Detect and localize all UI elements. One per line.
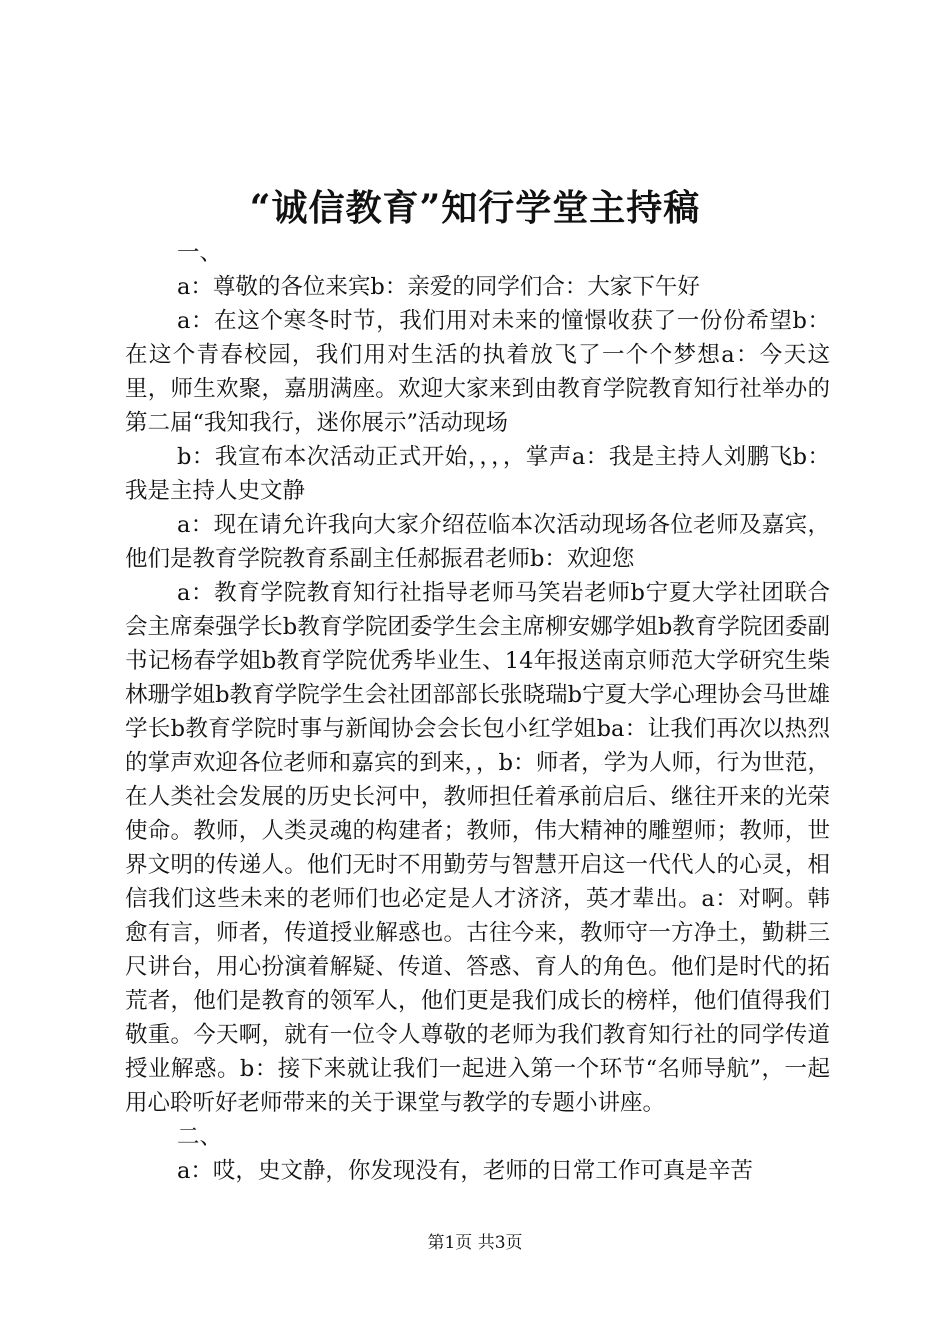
document-body xyxy=(125,236,830,1188)
paragraph-opening: a：在这个寒冬时节，我们用对未来的憧憬收获了一份份希望b：在这个青春校园，我们用对生活的执着放飞了一个个梦想a：今天这里，师生欢聚，嘉朋满座。欢迎大家来到由教育学院教育知行社举办的第二届“我知我行，迷你展示”活动现场 xyxy=(125,308,830,436)
paragraph-introduction: a：现在请允许我向大家介绍莅临本次活动现场各位老师及嘉宾，他们是教育学院教育系副主任郝振君老师b：欢迎您 xyxy=(125,512,830,572)
section-heading-1: 一、 xyxy=(177,240,223,266)
paragraph-section-two: a：哎，史文静，你发现没有，老师的日常工作可真是辛苦 xyxy=(177,1158,753,1184)
paragraph-greeting: a：尊敬的各位来宾b：亲爱的同学们合：大家下午好 xyxy=(177,274,700,300)
section-heading-2: 二、 xyxy=(177,1124,223,1150)
document-title: “诚信教育”知行学堂主持稿 xyxy=(249,187,701,229)
paragraph-start: b：我宣布本次活动正式开始，，，，掌声a：我是主持人刘鹏飞b：我是主持人史文静 xyxy=(125,444,830,504)
paragraph-guests: a：教育学院教育知行社指导老师马笑岩老师b宁夏大学社团联合会主席秦强学长b教育学院团委学生会主席柳安娜学姐b教育学院团委副书记杨春学姐b教育学院优秀毕业生、14年报送南京师范大学研究生柴林珊学姐b教育学院学生会社团部部长张晓瑞b宁夏大学心理协会马世雄学长b教育学院时事与新闻协会会长包小红学姐ba：让我们再次以热烈的掌声欢迎各位老师和嘉宾的到来，，b：师者，学为人师，行为世范，在人类社会发展的历史长河中，教师担任着承前启后、继往开来的光荣使命。教师，人类灵魂的构建者；教师，伟大精神的雕塑师；教师，世界文明的传递人。他们无时不用勤劳与智慧开启这一代代人的心灵，相信我们这些未来的老师们也必定是人才济济，英才辈出。a：对啊。韩愈有言，师者，传道授业解惑也。古往今来，教师守一方净土，勤耕三尺讲台，用心扮演着解疑、传道、答惑、育人的角色。他们是时代的拓荒者，他们是教育的领军人，他们更是我们成长的榜样，他们值得我们敬重。今天啊，就有一位令人尊敬的老师为我们教育知行社的同学传道授业解惑。b：接下来就让我们一起进入第一个环节“名师导航”，一起用心聆听好老师带来的关于课堂与教学的专题小讲座。 xyxy=(125,580,830,1116)
page-footer: 第1页 共3页 xyxy=(427,1233,523,1253)
